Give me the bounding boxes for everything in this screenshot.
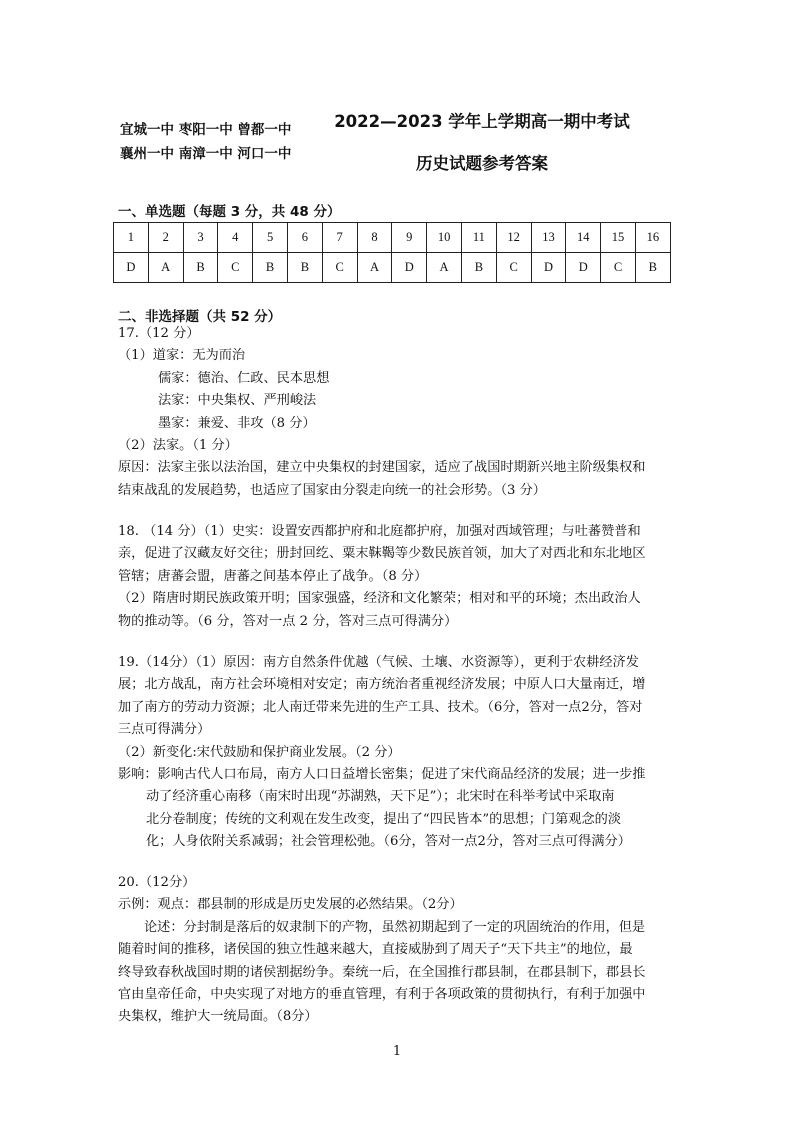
answer-cell: B bbox=[461, 253, 496, 283]
question-number-cell: 10 bbox=[427, 223, 462, 253]
answer-cell: D bbox=[531, 253, 566, 283]
question-number-cell: 9 bbox=[392, 223, 427, 253]
q20-line-5: 终导致春秋战国时期的诸侯割据纷争。秦统一后，在全国推行郡县制，在郡县制下，郡县长 bbox=[118, 964, 646, 980]
question-number-cell: 5 bbox=[253, 223, 288, 253]
question-18 bbox=[118, 521, 688, 633]
school-list-line-2: 襄州一中 南漳一中 河口一中 bbox=[120, 146, 292, 162]
q18-line-3: 管辖；唐蕃会盟，唐蕃之间基本停止了战争。（8 分） bbox=[118, 568, 428, 584]
answer-table bbox=[113, 222, 671, 283]
q19-line-4: 三点可得满分） bbox=[118, 722, 211, 738]
q17-part1-daoist: （1）道家：无为而治 bbox=[118, 348, 246, 364]
q19-line-2: 展；北方战乱，南方社会环境相对安定；南方统治者重视经济发展；中原人口大量南迁，增 bbox=[118, 677, 646, 693]
q20-line-1: 20.（12分） bbox=[118, 875, 196, 890]
exam-title: 2022—2023 学年上学期高一期中考试 bbox=[334, 112, 630, 131]
q19-line-9: 化；人身依附关系减弱；社会管理松弛。（6分，答对一点2分，答对三点可得满分） bbox=[146, 834, 631, 850]
q17-part1-legalist: 法家：中央集权、严刑峻法 bbox=[158, 393, 317, 409]
answer-cell: D bbox=[114, 253, 149, 283]
q20-line-7: 央集权，维护大一统局面。（8分） bbox=[118, 1009, 318, 1025]
question-number-cell: 3 bbox=[183, 223, 218, 253]
question-number-cell: 16 bbox=[635, 223, 670, 253]
q17-label: 17.（12 分） bbox=[118, 326, 200, 341]
question-number-cell: 6 bbox=[287, 223, 322, 253]
section-2-heading: 二、非选择题（共 52 分） bbox=[118, 309, 282, 325]
question-number-cell: 8 bbox=[357, 223, 392, 253]
answer-cell: B bbox=[287, 253, 322, 283]
q18-line-2: 亲，促进了汉藏友好交往；册封回纥、粟末靺鞨等少数民族首领，加大了对西北和东北地区 bbox=[118, 546, 646, 562]
answer-cell: B bbox=[183, 253, 218, 283]
q17-part2: （2）法家。（1 分） bbox=[118, 438, 238, 454]
q17-reason-line-2: 结束战乱的发展趋势，也适应了国家由分裂走向统一的社会形势。（3 分） bbox=[118, 482, 546, 498]
question-number-cell: 11 bbox=[461, 223, 496, 253]
q17-part1-confucian: 儒家：德治、仁政、民本思想 bbox=[158, 370, 330, 386]
q20-line-3: 论述：分封制是落后的奴隶制下的产物，虽然初期起到了一定的巩固统治的作用，但是 bbox=[144, 919, 646, 935]
answer-table-number-row bbox=[114, 223, 671, 253]
answer-cell: B bbox=[253, 253, 288, 283]
q18-line-4: （2）隋唐时期民族政策开明；国家强盛，经济和文化繁荣；相对和平的环境；杰出政治人 bbox=[118, 591, 641, 607]
q19-line-8: 北分卷制度；传统的文利观在发生改变，提出了“四民皆本”的思想；门第观念的淡 bbox=[146, 811, 622, 827]
answer-cell: C bbox=[601, 253, 636, 283]
q19-line-3: 加了南方的劳动力资源；北人南迁带来先进的生产工具、技术。（6分，答对一点2分，答对 bbox=[118, 699, 643, 715]
answer-cell: A bbox=[427, 253, 462, 283]
answer-cell: C bbox=[496, 253, 531, 283]
exam-subtitle: 历史试题参考答案 bbox=[416, 154, 548, 173]
question-number-cell: 12 bbox=[496, 223, 531, 253]
page-number: 1 bbox=[392, 1044, 402, 1059]
q18-line-5: 物的推动等。（6 分，答对一点 2 分，答对三点可得满分） bbox=[118, 613, 458, 629]
q19-line-6: 影响：影响古代人口布局，南方人口日益增长密集；促进了宋代商品经济的发展；进一步推 bbox=[118, 767, 646, 783]
q19-line-7: 动了经济重心南移（南宋时出现“苏湖熟，天下足”）；北宋时在科举考试中采取南 bbox=[146, 789, 615, 805]
question-number-cell: 15 bbox=[601, 223, 636, 253]
question-17 bbox=[118, 323, 688, 502]
question-20 bbox=[118, 872, 688, 1029]
answer-cell: A bbox=[357, 253, 392, 283]
answer-cell: D bbox=[566, 253, 601, 283]
question-number-cell: 7 bbox=[322, 223, 357, 253]
q18-line-1: 18. （14 分）（1）史实：设置安西都护府和北庭都护府，加强对西域管理；与吐蕃赞普和 bbox=[118, 524, 641, 539]
answer-cell: C bbox=[218, 253, 253, 283]
question-19 bbox=[118, 652, 688, 854]
q19-line-1: 19.（14分）（1）原因：南方自然条件优越（气候、土壤、水资源等），更利于农耕经济发 bbox=[118, 655, 639, 670]
q20-line-4: 随着时间的推移，诸侯国的独立性越来越大，直接威胁到了周天子“天下共主”的地位，最 bbox=[118, 942, 633, 958]
section-1-heading: 一、单选题（每题 3 分，共 48 分） bbox=[118, 204, 341, 220]
q20-line-2: 示例：观点：郡县制的形成是历史发展的必然结果。（2分） bbox=[118, 897, 463, 913]
answer-cell: D bbox=[392, 253, 427, 283]
school-list-line-1: 宜城一中 枣阳一中 曾都一中 bbox=[120, 122, 292, 138]
answer-cell: A bbox=[148, 253, 183, 283]
q20-line-6: 官由皇帝任命，中央实现了对地方的垂直管理，有利于各项政策的贯彻执行，有利于加强中 bbox=[118, 987, 646, 1003]
answer-cell: B bbox=[635, 253, 670, 283]
question-number-cell: 2 bbox=[148, 223, 183, 253]
answer-cell: C bbox=[322, 253, 357, 283]
question-number-cell: 13 bbox=[531, 223, 566, 253]
question-number-cell: 4 bbox=[218, 223, 253, 253]
question-number-cell: 14 bbox=[566, 223, 601, 253]
q17-reason-line-1: 原因：法家主张以法治国，建立中央集权的封建国家，适应了战国时期新兴地主阶级集权和 bbox=[118, 460, 646, 476]
answer-table-answer-row bbox=[114, 253, 671, 283]
q17-part1-mohist: 墨家：兼爱、非攻（8 分） bbox=[158, 415, 316, 431]
question-number-cell: 1 bbox=[114, 223, 149, 253]
q19-line-5: （2）新变化:宋代鼓励和保护商业发展。（2 分） bbox=[118, 744, 401, 760]
